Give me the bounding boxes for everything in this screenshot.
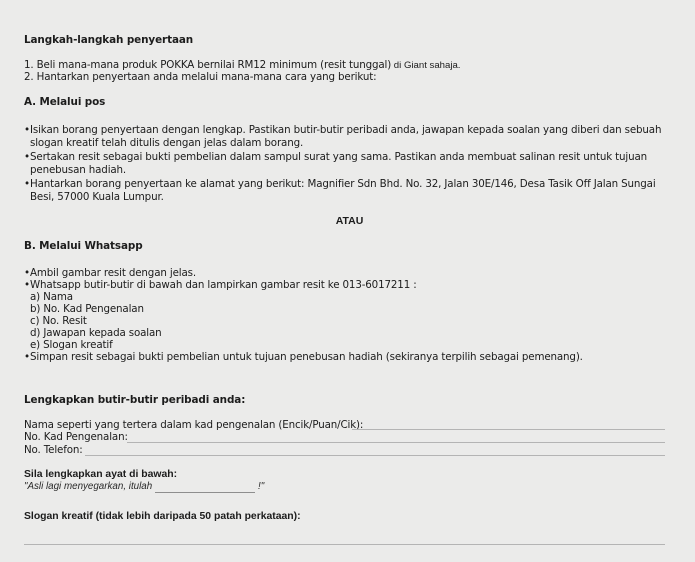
step-2: 2. Hantarkan penyertaan anda melalui mana-mana cara yang berikut: xyxy=(24,71,377,83)
sub-item-no-resit: c) No. Resit xyxy=(30,315,87,327)
sub-item-slogan: e) Slogan kreatif xyxy=(30,339,113,351)
separator-atau: ATAU xyxy=(335,215,364,227)
section-b-bullet-2: • Whatsapp butir-butir di bawah dan lampirkan gambar resit ke 013-6017211 : xyxy=(24,279,417,291)
step-1-text: 1. Beli mana-mana produk POKKA bernilai RM12 minimum (resit tunggal) xyxy=(24,59,392,71)
bullet-icon: • xyxy=(24,279,30,291)
sub-item-jawapan: d) Jawapan kepada soalan xyxy=(30,327,162,339)
name-input-line[interactable] xyxy=(352,429,665,430)
phone-input-line[interactable] xyxy=(85,455,665,456)
step-1-suffix: di Giant sahaja. xyxy=(391,60,461,71)
bullet-icon: • xyxy=(24,267,30,279)
sub-item-nama: a) Nama xyxy=(30,291,73,303)
section-b-heading: B. Melalui Whatsapp xyxy=(24,240,143,252)
phone-field-label: No. Telefon: xyxy=(24,444,83,456)
complete-sentence-suffix: !" xyxy=(258,481,265,492)
section-b-bullet-1: • Ambil gambar resit dengan jelas. xyxy=(24,267,196,279)
section-a-bullet-2: • Sertakan resit sebagai bukti pembelian dalam sampul surat yang sama. Pastikan anda membuat salinan resit untuk tujuan penebusan hadiah. xyxy=(24,151,648,176)
section-a-heading: A. Melalui pos xyxy=(24,96,106,108)
complete-sentence-input-line[interactable] xyxy=(155,492,255,493)
name-field-label: Nama seperti yang tertera dalam kad pengenalan (Encik/Puan/Cik): xyxy=(24,419,364,431)
bullet-icon: • xyxy=(24,151,30,163)
personal-details-heading: Lengkapkan butir-butir peribadi anda: xyxy=(24,394,246,406)
bullet-icon: • xyxy=(24,178,30,190)
slogan-heading: Slogan kreatif (tidak lebih daripada 50 patah perkataan): xyxy=(24,511,301,522)
complete-sentence-heading: Sila lengkapkan ayat di bawah: xyxy=(24,469,178,480)
bullet-icon: • xyxy=(24,351,30,363)
ic-number-input-line[interactable] xyxy=(127,442,665,443)
bullet-icon: • xyxy=(24,124,30,136)
ic-number-field-label: No. Kad Pengenalan: xyxy=(24,431,128,443)
section-b-final-bullet: • Simpan resit sebagai bukti pembelian untuk tujuan penebusan hadiah (sekiranya terpilih sebagai pemenang). xyxy=(24,351,583,363)
complete-sentence-prefix: "Asli lagi menyegarkan, itulah xyxy=(24,481,153,492)
document-title: Langkah-langkah penyertaan xyxy=(24,34,194,46)
section-a-bullet-1: • Isikan borang penyertaan dengan lengkap. Pastikan butir-butir peribadi anda, jawapan kepada soalan yang diberi dan sebuah slogan kreatif telah ditulis dengan jelas dalam borang. xyxy=(24,124,662,149)
sub-item-kad-pengenalan: b) No. Kad Pengenalan xyxy=(30,303,144,315)
slogan-input-line[interactable] xyxy=(24,544,665,545)
section-a-bullet-3: • Hantarkan borang penyertaan ke alamat yang berikut: Magnifier Sdn Bhd. No. 32, Jalan 30E/146, Desa Tasik Off Jalan Sungai Besi, 57000 Kuala Lumpur. xyxy=(24,178,656,203)
